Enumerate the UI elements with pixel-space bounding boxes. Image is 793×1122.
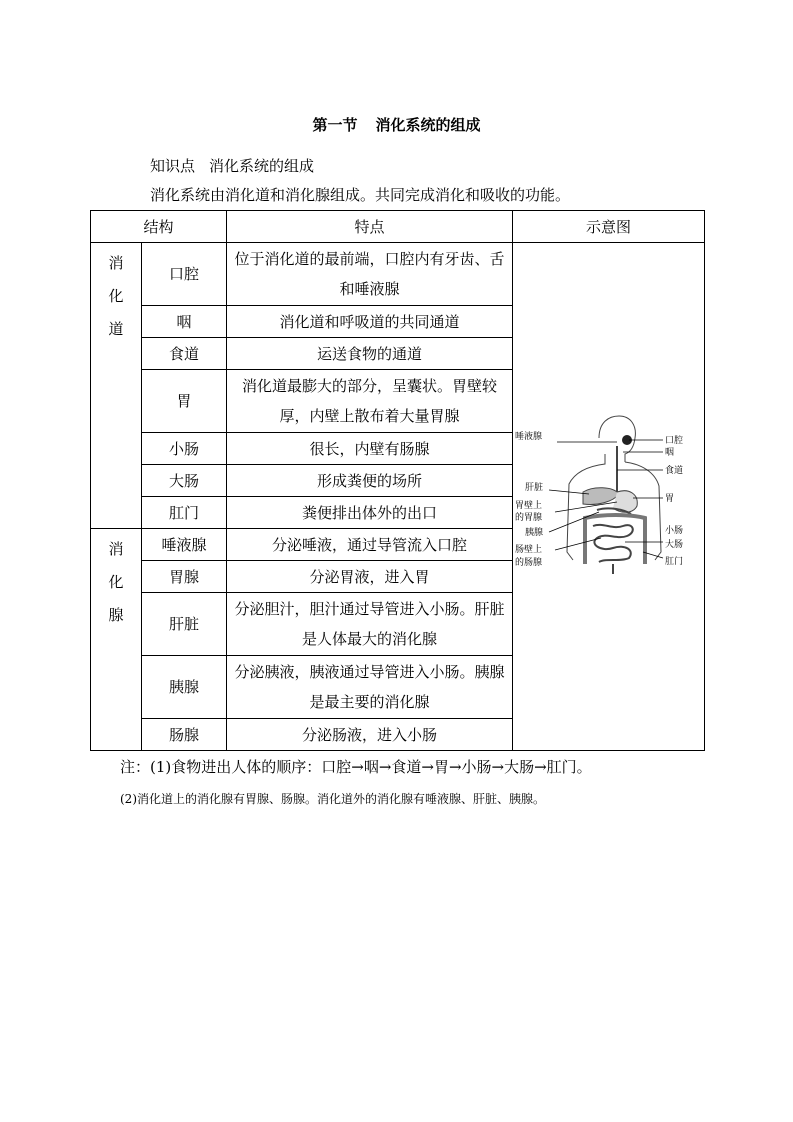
section-number: 第一节 — [312, 116, 358, 134]
structure-name: 胰腺 — [142, 656, 227, 719]
structure-name: 胃腺 — [142, 561, 227, 593]
structure-feature: 分泌唾液，通过导管流入口腔 — [227, 529, 513, 561]
small-intestine — [593, 524, 633, 561]
structure-name: 大肠 — [142, 465, 227, 497]
label-pharynx: 咽 — [665, 447, 675, 458]
header-diagram: 示意图 — [513, 211, 705, 243]
leader-line — [549, 512, 599, 532]
section-title — [0, 114, 793, 135]
knowledge-point-label: 知识点 — [150, 157, 196, 175]
structure-feature: 很长，内壁有肠腺 — [227, 433, 513, 465]
label-stomach-wall: 胃壁上 — [515, 500, 543, 511]
structure-feature: 粪便排出体外的出口 — [227, 497, 513, 529]
label-small-intestine: 小肠 — [665, 525, 684, 536]
structure-name: 唾液腺 — [142, 529, 227, 561]
note-gland-locations: (2)消化道上的消化腺有胃腺、肠腺。消化道外的消化腺有唾液腺、肝脏、胰腺。 — [120, 792, 546, 806]
label-stomach: 胃 — [665, 493, 675, 504]
table-row — [91, 243, 705, 306]
group-char: 消 — [108, 540, 124, 558]
group-digestive-glands — [91, 529, 142, 751]
structure-feature: 分泌胰液，胰液通过导管进入小肠。胰腺是最主要的消化腺 — [227, 656, 513, 719]
structure-name: 胃 — [142, 370, 227, 433]
structure-feature: 消化道和呼吸道的共同通道 — [227, 306, 513, 338]
note-food-order: 注：(1)食物进出人体的顺序：口腔→咽→食道→胃→小肠→大肠→肛门。 — [120, 758, 592, 776]
structure-feature: 位于消化道的最前端，口腔内有牙齿、舌和唾液腺 — [227, 243, 513, 306]
structure-feature: 运送食物的通道 — [227, 338, 513, 370]
structure-name: 口腔 — [142, 243, 227, 306]
label-salivary-gland: 唾液腺 — [515, 431, 543, 442]
group-char: 道 — [108, 320, 124, 338]
structure-feature: 形成粪便的场所 — [227, 465, 513, 497]
group-digestive-tract — [91, 243, 142, 529]
digestive-system-table — [90, 210, 705, 751]
header-structure: 结构 — [91, 211, 227, 243]
label-large-intestine: 大肠 — [665, 539, 684, 550]
intro-paragraph: 消化系统由消化道和消化腺组成。共同完成消化和吸收的功能。 — [150, 186, 571, 204]
structure-name: 食道 — [142, 338, 227, 370]
table-header-row — [91, 211, 705, 243]
structure-feature: 分泌胆汁，胆汁通过导管进入小肠。肝脏是人体最大的消化腺 — [227, 593, 513, 656]
group-char: 消 — [108, 254, 124, 272]
label-mouth: 口腔 — [665, 435, 684, 446]
knowledge-point-topic: 消化系统的组成 — [209, 157, 315, 175]
label-intestinal-gland: 的肠腺 — [515, 557, 543, 568]
structure-name: 肝脏 — [142, 593, 227, 656]
structure-name: 小肠 — [142, 433, 227, 465]
group-char: 化 — [108, 573, 124, 591]
structure-name: 咽 — [142, 306, 227, 338]
group-char: 腺 — [108, 606, 124, 624]
label-anus: 肛门 — [665, 556, 684, 567]
digestive-system-diagram — [513, 402, 705, 582]
label-gastric-gland: 的胃腺 — [515, 512, 543, 523]
group-char: 化 — [108, 287, 124, 305]
header-feature: 特点 — [227, 211, 513, 243]
structure-feature: 消化道最膨大的部分，呈囊状。胃壁较厚，内壁上散布着大量胃腺 — [227, 370, 513, 433]
liver — [583, 487, 619, 504]
label-intestine-wall: 肠壁上 — [515, 544, 543, 555]
structure-feature: 分泌胃液，进入胃 — [227, 561, 513, 593]
structure-feature: 分泌肠液，进入小肠 — [227, 719, 513, 751]
label-esophagus: 食道 — [665, 465, 684, 476]
structure-name: 肛门 — [142, 497, 227, 529]
label-pancreas: 胰腺 — [525, 527, 544, 538]
label-liver: 肝脏 — [525, 482, 544, 493]
diagram-cell — [513, 243, 705, 751]
knowledge-point — [150, 155, 314, 176]
structure-name: 肠腺 — [142, 719, 227, 751]
section-heading: 消化系统的组成 — [375, 116, 481, 134]
